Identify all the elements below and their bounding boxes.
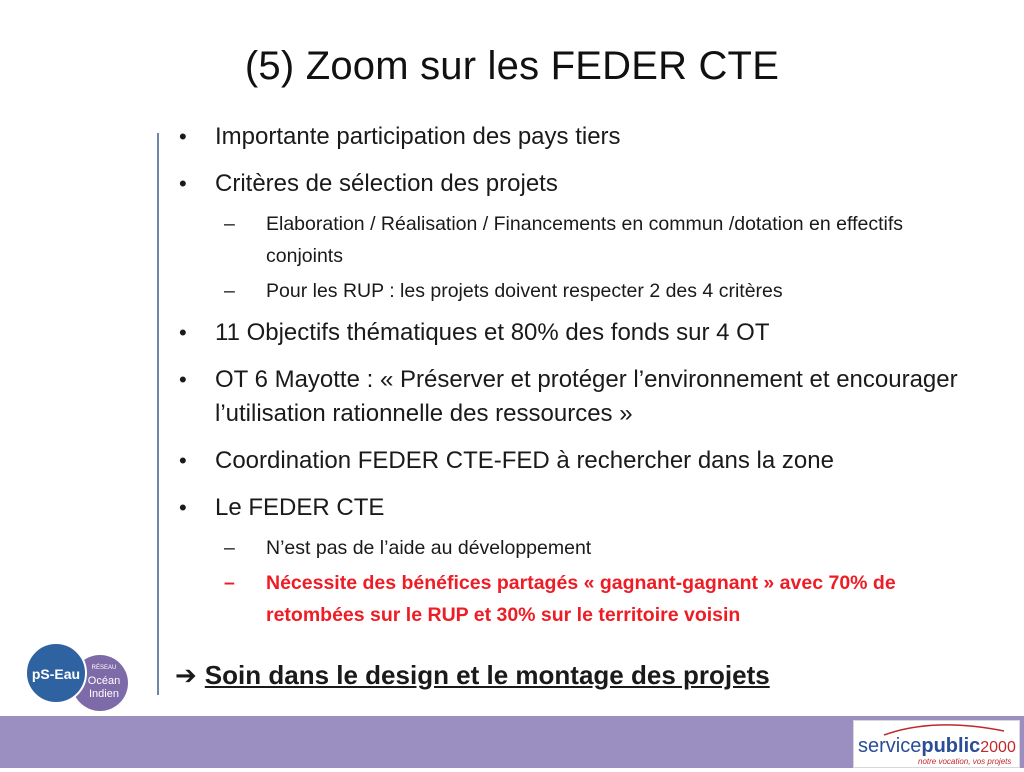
bullet-text: Coordination FEDER CTE-FED à rechercher dans la zone bbox=[215, 447, 834, 474]
right-arrow-icon: ➔ bbox=[175, 660, 197, 690]
pseau-logo bbox=[22, 643, 132, 715]
sp-tagline: notre vocation, vos projets bbox=[918, 757, 1012, 766]
bullet-text: 11 Objectifs thématiques et 80% des fonds sur 4 OT bbox=[215, 319, 770, 346]
bullet-mark: • bbox=[179, 320, 187, 345]
conclusion-line bbox=[175, 660, 770, 691]
dash-mark: – bbox=[224, 572, 235, 594]
bullet-list bbox=[175, 120, 975, 640]
sub-bullet-item bbox=[175, 275, 966, 307]
bullet-item bbox=[175, 316, 975, 350]
reseau-text: RÉSEAU bbox=[91, 665, 117, 671]
sub-bullet-item bbox=[175, 532, 966, 564]
bullet-mark: • bbox=[179, 124, 187, 149]
dash-mark: – bbox=[224, 213, 235, 235]
dash-mark: – bbox=[224, 280, 235, 302]
bullet-item bbox=[175, 363, 975, 431]
bullet-mark: • bbox=[179, 171, 187, 196]
bullet-item bbox=[175, 167, 975, 201]
bullet-text: Importante participation des pays tiers bbox=[215, 123, 621, 150]
sub-bullet-item bbox=[175, 208, 966, 272]
servicepublic-logo bbox=[853, 720, 1020, 768]
dash-mark: – bbox=[224, 537, 235, 559]
bullet-mark: • bbox=[179, 448, 187, 473]
sp-service-text: servicepublic2000 bbox=[858, 735, 1016, 757]
bullet-item bbox=[175, 491, 975, 525]
vertical-divider bbox=[157, 133, 159, 695]
sub-bullet-text: Elaboration / Réalisation / Financements en commun /dotation en effectifs conjoints bbox=[266, 213, 903, 267]
sub-bullet-text: Pour les RUP : les projets doivent respecter 2 des 4 critères bbox=[266, 280, 783, 302]
servicepublic-logo-graphic bbox=[854, 721, 1019, 767]
bullet-item bbox=[175, 444, 975, 478]
bullet-text: Critères de sélection des projets bbox=[215, 170, 558, 197]
sub-bullet-text: N’est pas de l’aide au développement bbox=[266, 537, 592, 559]
sub-bullet-text: Nécessite des bénéfices partagés « gagnant-gagnant » avec 70% de retombées sur le RUP et 30% sur le territoire voisin bbox=[266, 572, 896, 626]
bullet-mark: • bbox=[179, 367, 187, 392]
swoosh-icon bbox=[884, 725, 1004, 735]
bullet-mark: • bbox=[179, 495, 187, 520]
ocean-text: Océan bbox=[87, 675, 121, 687]
bullet-text: OT 6 Mayotte : « Préserver et protéger l’environnement et encourager l’utilisation rationnelle des ressources » bbox=[215, 366, 958, 427]
slide-title: (5) Zoom sur les FEDER CTE bbox=[244, 44, 780, 88]
sub-bullet-item-highlight bbox=[175, 567, 946, 631]
indien-text: Indien bbox=[89, 688, 119, 700]
bullet-item bbox=[175, 120, 975, 154]
bullet-text: Le FEDER CTE bbox=[215, 494, 385, 521]
pseau-text: pS-Eau bbox=[31, 666, 81, 682]
conclusion-text: Soin dans le design et le montage des projets bbox=[204, 660, 770, 690]
